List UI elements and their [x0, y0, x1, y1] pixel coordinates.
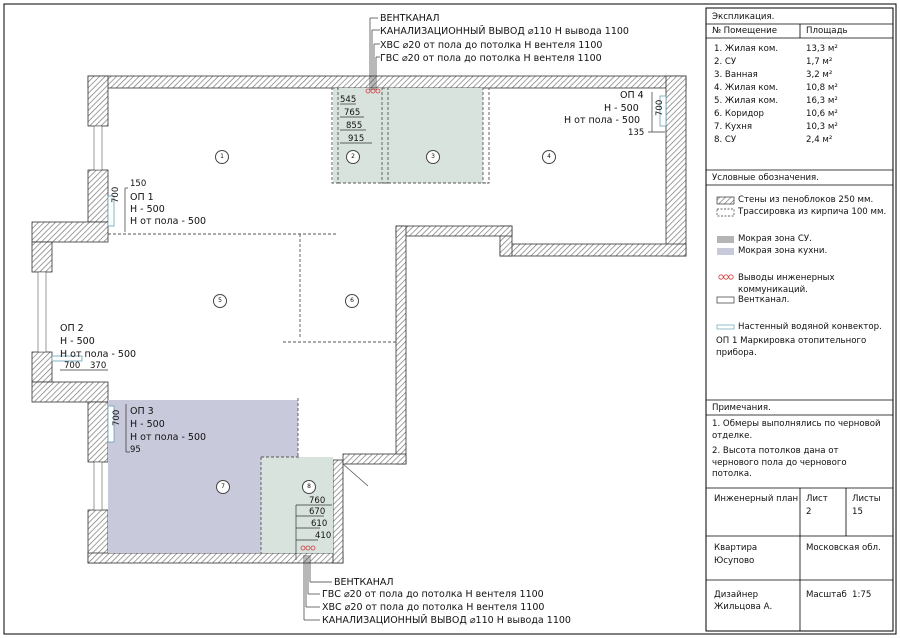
- room-row-area: 1,7 м²: [806, 57, 833, 67]
- note-2: 2. Высота потолков дана от чернового пола до чернового потолка.: [712, 446, 847, 479]
- op1-name: ОП 1: [130, 192, 154, 203]
- bottom-callout-hot-water: ГВС ⌀20 от пола до потолка Н вентеля 1100: [322, 589, 544, 600]
- notes-title: Примечания.: [712, 403, 771, 413]
- room-row-area: 10,6 м²: [806, 109, 838, 119]
- op4-height: Н - 500: [604, 103, 639, 114]
- bottom-dim-670: 670: [309, 507, 326, 517]
- top-callout-cold-water: ХВС ⌀20 от пола до потолка Н вентеля 1100: [380, 40, 603, 51]
- bottom-callout-cold-water: ХВС ⌀20 от пола до потолка Н вентеля 1100: [322, 602, 545, 613]
- stamp-sheets-value: 15: [852, 507, 863, 517]
- room-marker-7: 7: [216, 480, 230, 494]
- op2-name: ОП 2: [60, 323, 84, 334]
- room-marker-5: 5: [213, 294, 227, 308]
- op3-height-floor: Н от пола - 500: [130, 432, 207, 443]
- legend-wet-su: Мокрая зона СУ.: [738, 234, 812, 244]
- room-marker-2: 2: [346, 150, 360, 164]
- bottom-dim-760: 760: [309, 496, 326, 506]
- top-callout-ventkanal: ВЕНТКАНАЛ: [380, 13, 440, 24]
- top-dim-855: 855: [346, 121, 363, 131]
- stamp-scale-label: Масштаб: [806, 590, 847, 600]
- room-row-area: 16,3 м²: [806, 96, 838, 106]
- top-dim-915: 915: [348, 134, 365, 144]
- top-dim-545: 545: [340, 95, 357, 105]
- room-row-area: 10,3 м²: [806, 122, 838, 132]
- stamp-designer-2: Жильцова А.: [714, 602, 773, 612]
- op1-height: Н - 500: [130, 204, 165, 215]
- rooms-table-title: Экспликация.: [712, 12, 775, 22]
- top-callout-sewer: КАНАЛИЗАЦИОННЫЙ ВЫВОД ⌀110 Н вывода 1100: [380, 26, 629, 37]
- room-row-name: 2. СУ: [714, 57, 737, 67]
- room-marker-1: 1: [215, 150, 229, 164]
- room-row-area: 13,3 м²: [806, 44, 838, 54]
- op3-dim-side: 700: [112, 409, 122, 426]
- stamp-object-2: Юсупово: [714, 556, 755, 566]
- stamp-sheet-value: 2: [806, 507, 812, 517]
- rooms-col-room: № Помещение: [712, 26, 778, 36]
- room-row-name: 4. Жилая ком.: [714, 83, 779, 93]
- room-row-area: 10,8 м²: [806, 83, 838, 93]
- room-marker-4: 4: [542, 150, 556, 164]
- rooms-col-area: Площадь: [806, 26, 848, 36]
- op4-dim-side: 700: [655, 99, 665, 116]
- legend-convector: Настенный водяной конвектор.: [738, 322, 882, 332]
- bottom-callout-sewer: КАНАЛИЗАЦИОННЫЙ ВЫВОД ⌀110 Н вывода 1100: [322, 615, 571, 626]
- room-row-name: 1. Жилая ком.: [714, 44, 779, 54]
- room-marker-6: 6: [345, 294, 359, 308]
- op2-dim-b: 370: [90, 361, 107, 371]
- stamp-sheets-label: Листы: [852, 494, 881, 504]
- room-row-name: 7. Кухня: [714, 122, 752, 132]
- legend-heater-mark: ОП 1 Маркировка отопительного прибора.: [716, 336, 867, 358]
- legend-wet-kitchen: Мокрая зона кухни.: [738, 246, 828, 256]
- op2-height-floor: Н от пола - 500: [60, 349, 137, 360]
- op4-height-floor: Н от пола - 500: [564, 115, 641, 126]
- bottom-callout-ventkanal: ВЕНТКАНАЛ: [334, 577, 394, 588]
- stamp-scale-value: 1:75: [852, 590, 872, 600]
- legend-utilities: Выводы инженерных коммуникаций.: [738, 273, 835, 295]
- room-row-name: 5. Жилая ком.: [714, 96, 779, 106]
- op3-name: ОП 3: [130, 406, 154, 417]
- room-row-name: 3. Ванная: [714, 70, 758, 80]
- bottom-dim-410: 410: [315, 531, 332, 541]
- room-marker-3: 3: [426, 150, 440, 164]
- room-marker-8: 8: [302, 480, 316, 494]
- bottom-dim-610: 610: [311, 519, 328, 529]
- op3-height: Н - 500: [130, 419, 165, 430]
- op2-dim-a: 700: [64, 361, 81, 371]
- stamp-object-1: Квартира: [714, 543, 758, 553]
- note-1: 1. Обмеры выполнялись по черновой отделке.: [712, 419, 881, 441]
- legend-title: Условные обозначения.: [712, 173, 819, 183]
- stamp-designer-1: Дизайнер: [714, 590, 759, 600]
- legend-walls: Стены из пеноблоков 250 мм.: [738, 195, 874, 205]
- op2-height: Н - 500: [60, 336, 95, 347]
- op4-dim-bottom: 135: [628, 128, 645, 138]
- op3-dim-bottom: 95: [130, 445, 141, 455]
- room-row-area: 2,4 м²: [806, 135, 833, 145]
- op4-name: ОП 4: [620, 90, 644, 101]
- top-dim-765: 765: [344, 108, 361, 118]
- stamp-sheet-title: Инженерный план: [714, 494, 799, 504]
- op1-dim-side: 700: [111, 186, 121, 203]
- stamp-region: Московская обл.: [806, 543, 881, 553]
- op1-dim-top: 150: [130, 179, 147, 189]
- room-row-name: 6. Коридор: [714, 109, 764, 119]
- op1-height-floor: Н от пола - 500: [130, 216, 207, 227]
- room-row-area: 3,2 м²: [806, 70, 833, 80]
- stamp-sheet-label: Лист: [806, 494, 828, 504]
- legend-brick: Трассировка из кирпича 100 мм.: [738, 207, 887, 217]
- legend-ventkanal: Вентканал.: [738, 295, 790, 305]
- top-callout-hot-water: ГВС ⌀20 от пола до потолка Н вентеля 1100: [380, 53, 602, 64]
- room-row-name: 8. СУ: [714, 135, 737, 145]
